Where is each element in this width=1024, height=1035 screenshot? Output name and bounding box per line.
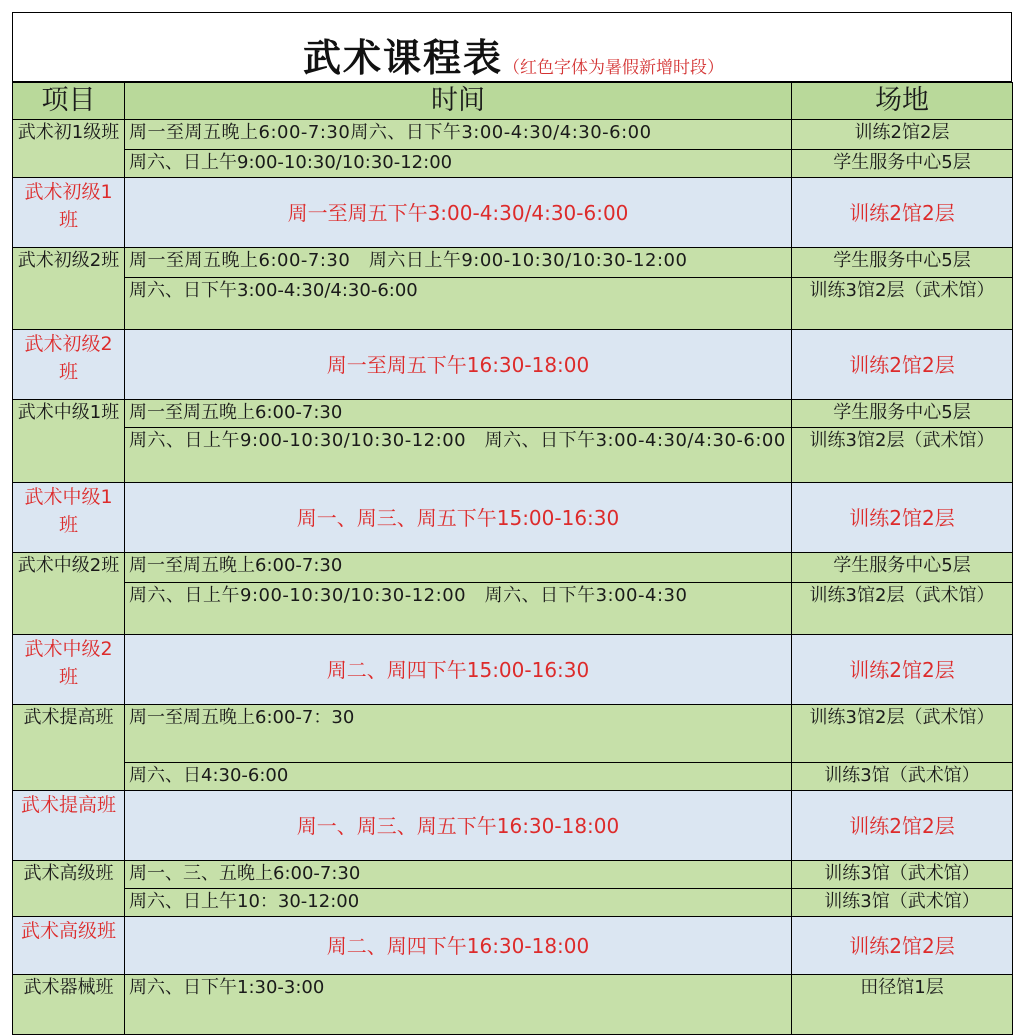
venue-cell: 学生服务中心5层	[792, 553, 1013, 583]
venue-cell: 训练3馆2层（武术馆）	[792, 705, 1013, 763]
venue-cell: 训练2馆2层	[792, 635, 1013, 705]
venue-cell: 训练2馆2层	[792, 791, 1013, 861]
table-row	[13, 483, 1013, 553]
project-cell: 武术中级1班	[13, 483, 125, 553]
venue-cell: 训练2馆2层	[792, 483, 1013, 553]
table-row	[13, 705, 1013, 763]
project-cell: 武术初级2班	[13, 248, 125, 330]
project-cell: 武术初级1班	[13, 178, 125, 248]
table-row	[13, 975, 1013, 1035]
venue-cell: 田径馆1层	[792, 975, 1013, 1035]
schedule-table	[12, 82, 1013, 1035]
venue-cell: 训练2馆2层	[792, 120, 1013, 150]
project-cell: 武术高级班	[13, 917, 125, 975]
project-cell: 武术提高班	[13, 791, 125, 861]
title-note: （红色字体为暑假新增时段）	[503, 58, 724, 78]
table-row	[13, 861, 1013, 889]
time-cell: 周六、日上午9:00-10:30/10:30-12:00	[125, 150, 792, 178]
time-cell: 周一、周三、周五下午16:30-18:00	[125, 791, 792, 861]
table-row	[13, 763, 1013, 791]
table-row	[13, 635, 1013, 705]
time-cell: 周一、三、五晚上6:00-7:30	[125, 861, 792, 889]
page-title: 武术课程表	[303, 36, 504, 80]
table-body	[13, 120, 1013, 1035]
table-row	[13, 248, 1013, 278]
time-cell: 周一至周五下午16:30-18:00	[125, 330, 792, 400]
venue-cell: 学生服务中心5层	[792, 400, 1013, 428]
table-row	[13, 889, 1013, 917]
project-cell: 武术初1级班	[13, 120, 125, 178]
table-row	[13, 120, 1013, 150]
column-header-project: 项目	[13, 83, 125, 120]
project-cell: 武术初级2班	[13, 330, 125, 400]
table-row	[13, 553, 1013, 583]
time-cell: 周一至周五晚上6:00-7:30 周六日上午9:00-10:30/10:30-12:00	[125, 248, 792, 278]
table-row	[13, 428, 1013, 483]
time-cell: 周一、周三、周五下午15:00-16:30	[125, 483, 792, 553]
time-cell: 周六、日下午3:00-4:30/4:30-6:00	[125, 278, 792, 330]
time-cell: 周一至周五晚上6:00-7：30	[125, 705, 792, 763]
project-cell: 武术中级2班	[13, 635, 125, 705]
table-row	[13, 178, 1013, 248]
table-row	[13, 400, 1013, 428]
venue-cell: 训练3馆（武术馆）	[792, 889, 1013, 917]
project-cell: 武术中级1班	[13, 400, 125, 483]
time-cell: 周二、周四下午15:00-16:30	[125, 635, 792, 705]
venue-cell: 训练3馆2层（武术馆）	[792, 428, 1013, 483]
title-row	[12, 12, 1012, 82]
venue-cell: 训练2馆2层	[792, 330, 1013, 400]
column-header-venue: 场地	[792, 83, 1013, 120]
venue-cell: 学生服务中心5层	[792, 150, 1013, 178]
time-cell: 周二、周四下午16:30-18:00	[125, 917, 792, 975]
table-row	[13, 583, 1013, 635]
project-cell: 武术高级班	[13, 861, 125, 917]
venue-cell: 训练3馆（武术馆）	[792, 763, 1013, 791]
table-row	[13, 917, 1013, 975]
time-cell: 周六、日4:30-6:00	[125, 763, 792, 791]
column-header-time: 时间	[125, 83, 792, 120]
time-cell: 周六、日上午10：30-12:00	[125, 889, 792, 917]
table-row	[13, 791, 1013, 861]
venue-cell: 训练3馆（武术馆）	[792, 861, 1013, 889]
project-cell: 武术提高班	[13, 705, 125, 791]
venue-cell: 训练3馆2层（武术馆）	[792, 583, 1013, 635]
time-cell: 周一至周五晚上6:00-7:30周六、日下午3:00-4:30/4:30-6:00	[125, 120, 792, 150]
time-cell: 周六、日下午1:30-3:00	[125, 975, 792, 1035]
project-cell: 武术中级2班	[13, 553, 125, 635]
table-row	[13, 150, 1013, 178]
venue-cell: 训练2馆2层	[792, 178, 1013, 248]
time-cell: 周一至周五晚上6:00-7:30	[125, 553, 792, 583]
table-row	[13, 330, 1013, 400]
time-cell: 周六、日上午9:00-10:30/10:30-12:00 周六、日下午3:00-4:30	[125, 583, 792, 635]
venue-cell: 训练3馆2层（武术馆）	[792, 278, 1013, 330]
time-cell: 周一至周五晚上6:00-7:30	[125, 400, 792, 428]
project-cell: 武术器械班	[13, 975, 125, 1035]
time-cell: 周一至周五下午3:00-4:30/4:30-6:00	[125, 178, 792, 248]
venue-cell: 训练2馆2层	[792, 917, 1013, 975]
table-row	[13, 278, 1013, 330]
time-cell: 周六、日上午9:00-10:30/10:30-12:00 周六、日下午3:00-4:30/4:30-6:00	[125, 428, 792, 483]
header-row	[13, 83, 1013, 120]
venue-cell: 学生服务中心5层	[792, 248, 1013, 278]
